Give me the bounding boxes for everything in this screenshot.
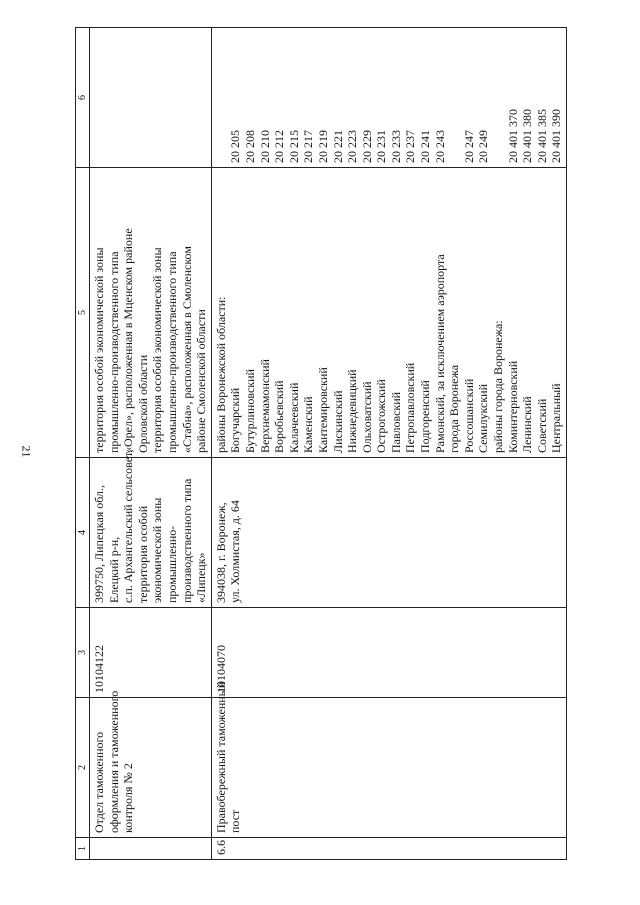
- region-line: Коминтерновский: [505, 360, 520, 453]
- post-name-line: оформления и таможенного: [106, 690, 121, 833]
- region-line: Верхнемамонский: [257, 359, 272, 453]
- region-line: Семилукский: [476, 383, 491, 453]
- okato-codes: [90, 28, 212, 168]
- table-row: [211, 28, 566, 860]
- region-line: города Воронежа: [447, 364, 462, 453]
- region-line: районы Воронежской области:: [213, 296, 228, 453]
- post-name: [90, 690, 212, 838]
- okato-code: [121, 32, 136, 163]
- region-line: Орловской области: [135, 354, 150, 453]
- post-name: [211, 681, 566, 838]
- okato-code: [150, 32, 165, 163]
- post-name-line: Отдел таможенного: [92, 731, 106, 833]
- okato-code: 20 233: [388, 130, 403, 163]
- okato-code: 20 223: [345, 130, 360, 163]
- header-row: [76, 28, 90, 860]
- okato-code: [165, 32, 180, 163]
- region-line: промышленно-производственного типа: [106, 251, 121, 453]
- okato-code: 20 243: [432, 130, 447, 163]
- region-line: Богучарский: [228, 387, 243, 453]
- okato-code: 20 210: [257, 130, 272, 163]
- address-line: производственного типа: [179, 478, 194, 603]
- customs-posts-table: [75, 27, 567, 860]
- okato-code: 20 249: [476, 130, 491, 163]
- post-name-line: контроля № 2: [121, 763, 136, 833]
- region-line: Лискинский: [330, 390, 345, 453]
- address-line: территория особой: [135, 505, 150, 603]
- okato-code: [92, 32, 107, 163]
- region-line: районы города Воронежа:: [491, 320, 506, 453]
- address-line: 394038, г. Воронеж,: [213, 502, 228, 603]
- okato-code: 20 208: [242, 130, 257, 163]
- region-line: территория особой экономической зоны: [150, 247, 165, 453]
- address-line: 399750, Липецкая обл.,: [92, 484, 106, 603]
- okato-code: 20 401 380: [520, 109, 535, 163]
- region-line: «Орел», расположенная в Мценском районе: [121, 228, 136, 453]
- region-line: Калачеевский: [286, 382, 301, 453]
- header-col-2: 2: [76, 698, 90, 838]
- region-line: Бутурлиновский: [242, 369, 257, 453]
- table-row: [90, 28, 212, 860]
- okato-code: 20 217: [301, 130, 316, 163]
- region-line: Рамонский, за исключением аэропорта: [432, 254, 447, 453]
- header-col-5: 5: [76, 168, 90, 458]
- header-col-3: 3: [76, 608, 90, 698]
- post-name-line: пост: [228, 809, 243, 833]
- region-line: Советский: [534, 398, 549, 453]
- region-line: Нижнедевицкий: [345, 369, 360, 453]
- region-line: промышленно-производственного типа: [164, 251, 179, 453]
- page-number: 21: [19, 445, 34, 458]
- region-line: Россошанский: [461, 378, 476, 453]
- region-line: «Стабна», расположенная в Смоленском: [179, 246, 194, 453]
- okato-code: 20 241: [418, 130, 433, 163]
- address-line: экономической зоны: [150, 497, 165, 603]
- region-list: [90, 168, 212, 458]
- region-line: Ленинский: [520, 396, 535, 453]
- region-line: Подгоренский: [418, 380, 433, 453]
- address-line: ул. Холмистая, д. 64: [228, 500, 243, 603]
- okato-code: 20 219: [315, 130, 330, 163]
- okato-code: [194, 32, 209, 163]
- address-line: «Липецк»: [194, 552, 209, 603]
- region-line: районе Смоленской области: [194, 309, 209, 453]
- okato-code: [180, 32, 195, 163]
- post-name-line: Правобережный таможенный: [213, 681, 228, 833]
- okato-code: 20 237: [403, 130, 418, 163]
- address-line: Елецкий р-н,: [106, 536, 121, 603]
- okato-code: 20 401 385: [534, 109, 549, 163]
- okato-code: [107, 32, 122, 163]
- okato-code: 20 231: [374, 130, 389, 163]
- row-number: 6.6: [211, 838, 566, 860]
- okato-code: 20 205: [228, 130, 243, 163]
- header-col-4: 4: [76, 458, 90, 608]
- region-line: Ольховатский: [359, 381, 374, 453]
- okato-code: [447, 32, 462, 163]
- region-list: [211, 168, 566, 458]
- rotated-page: [75, 28, 615, 860]
- region-line: Центральный: [549, 383, 564, 453]
- header-col-1: 1: [76, 838, 90, 860]
- address-line: с.п. Архангельский сельсовет,: [121, 449, 136, 603]
- address-line: промышленно-: [164, 525, 179, 603]
- row-number: [90, 838, 212, 860]
- okato-code: 20 215: [286, 130, 301, 163]
- okato-code: [491, 32, 506, 163]
- region-line: Острогожский: [374, 379, 389, 453]
- okato-code: [136, 32, 151, 163]
- post-code: 10104070: [211, 608, 566, 698]
- post-address: [90, 449, 212, 608]
- okato-code: 20 221: [330, 130, 345, 163]
- okato-code: 20 247: [461, 130, 476, 163]
- region-line: Кантемировский: [315, 367, 330, 453]
- region-line: Воробьевский: [272, 380, 287, 453]
- okato-code: 20 212: [272, 130, 287, 163]
- region-line: территория особой экономической зоны: [92, 247, 106, 453]
- okato-code: 20 401 390: [549, 109, 564, 163]
- okato-code: 20 229: [359, 130, 374, 163]
- okato-codes: [211, 28, 566, 168]
- region-line: Петропавловский: [403, 362, 418, 453]
- post-address: [211, 458, 566, 608]
- post-code: 10104122: [90, 608, 212, 698]
- header-col-6: 6: [76, 28, 90, 168]
- okato-code: 20 401 370: [505, 109, 520, 163]
- region-line: Павловский: [388, 391, 403, 453]
- okato-code: [214, 32, 229, 163]
- region-line: Каменский: [301, 396, 316, 453]
